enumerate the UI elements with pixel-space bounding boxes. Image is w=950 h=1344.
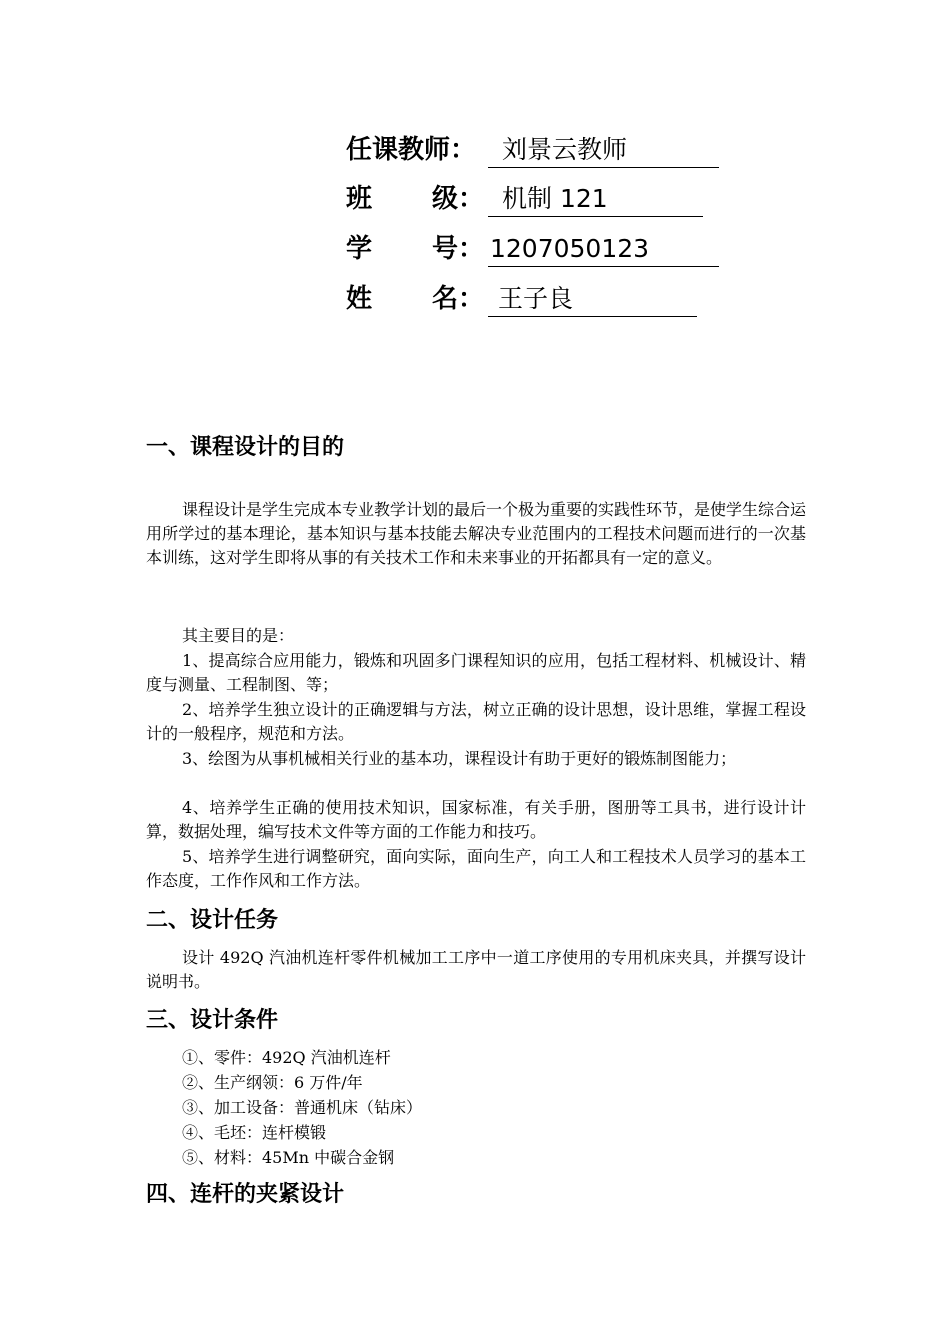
condition-item: ①、零件：492Q 汽油机连杆	[182, 1048, 391, 1067]
section1-paragraph: 课程设计是学生完成本专业教学计划的最后一个极为重要的实践性环节，是使学生综合运用所学过的基本理论，基本知识与基本技能去解决专业范围内的工程技术问题而进行的一次基本训练，这对学生即将从事的有关技术工作和未来事业的开拓都具有一定的意义。	[146, 500, 807, 567]
section1-item-3: 3、绘图为从事机械相关行业的基本功，课程设计有助于更好的锻炼制图能力；	[182, 749, 737, 768]
section1-heading: 一、课程设计的目的	[146, 435, 345, 460]
section1-item-4: 4、培养学生正确的使用技术知识，国家标准，有关手册，图册等工具书，进行设计计算，数据处理，编写技术文件等方面的工作能力和技巧。	[146, 798, 806, 841]
teacher-value: 刘景云教师	[488, 133, 719, 168]
section4-heading: 四、连杆的夹紧设计	[146, 1182, 345, 1207]
id-value: 1207050123	[488, 232, 719, 267]
section1-intro: 其主要目的是：	[182, 626, 295, 645]
section1-item-2: 2、培养学生独立设计的正确逻辑与方法，树立正确的设计思想，设计思维，掌握工程设计的一般程序，规范和方法。	[146, 700, 806, 743]
name-label-a: 姓	[346, 284, 373, 314]
name-label-b: 名：	[432, 284, 485, 314]
name-label	[346, 282, 485, 316]
class-value: 机制 121	[488, 182, 703, 217]
section2-heading: 二、设计任务	[146, 908, 279, 933]
condition-item: ④、毛坯：连杆模锻	[182, 1123, 327, 1142]
class-label-b: 级：	[432, 184, 485, 214]
id-label-b: 号：	[432, 234, 485, 264]
teacher-label: 任课教师：	[346, 135, 477, 165]
name-value: 王子良	[488, 282, 697, 317]
condition-item: ⑤、材料：45Mn 中碳合金钢	[182, 1148, 395, 1167]
section1-item-1: 1、提高综合应用能力，锻炼和巩固多门课程知识的应用，包括工程材料、机械设计、精度与测量、工程制图、等；	[146, 651, 806, 694]
section3-heading: 三、设计条件	[146, 1008, 279, 1033]
class-label-a: 班	[346, 184, 373, 214]
condition-item: ②、生产纲领：6 万件/年	[182, 1073, 363, 1092]
class-label	[346, 182, 485, 216]
id-label	[346, 232, 485, 266]
id-label-a: 学	[346, 234, 373, 264]
condition-item: ③、加工设备：普通机床（钻床）	[182, 1098, 423, 1117]
section2-paragraph: 设计 492Q 汽油机连杆零件机械加工工序中一道工序使用的专用机床夹具，并撰写设计说明书。	[146, 948, 806, 991]
section1-item-5: 5、培养学生进行调整研究，面向实际，面向生产，向工人和工程技术人员学习的基本工作态度，工作作风和工作方法。	[146, 847, 806, 890]
